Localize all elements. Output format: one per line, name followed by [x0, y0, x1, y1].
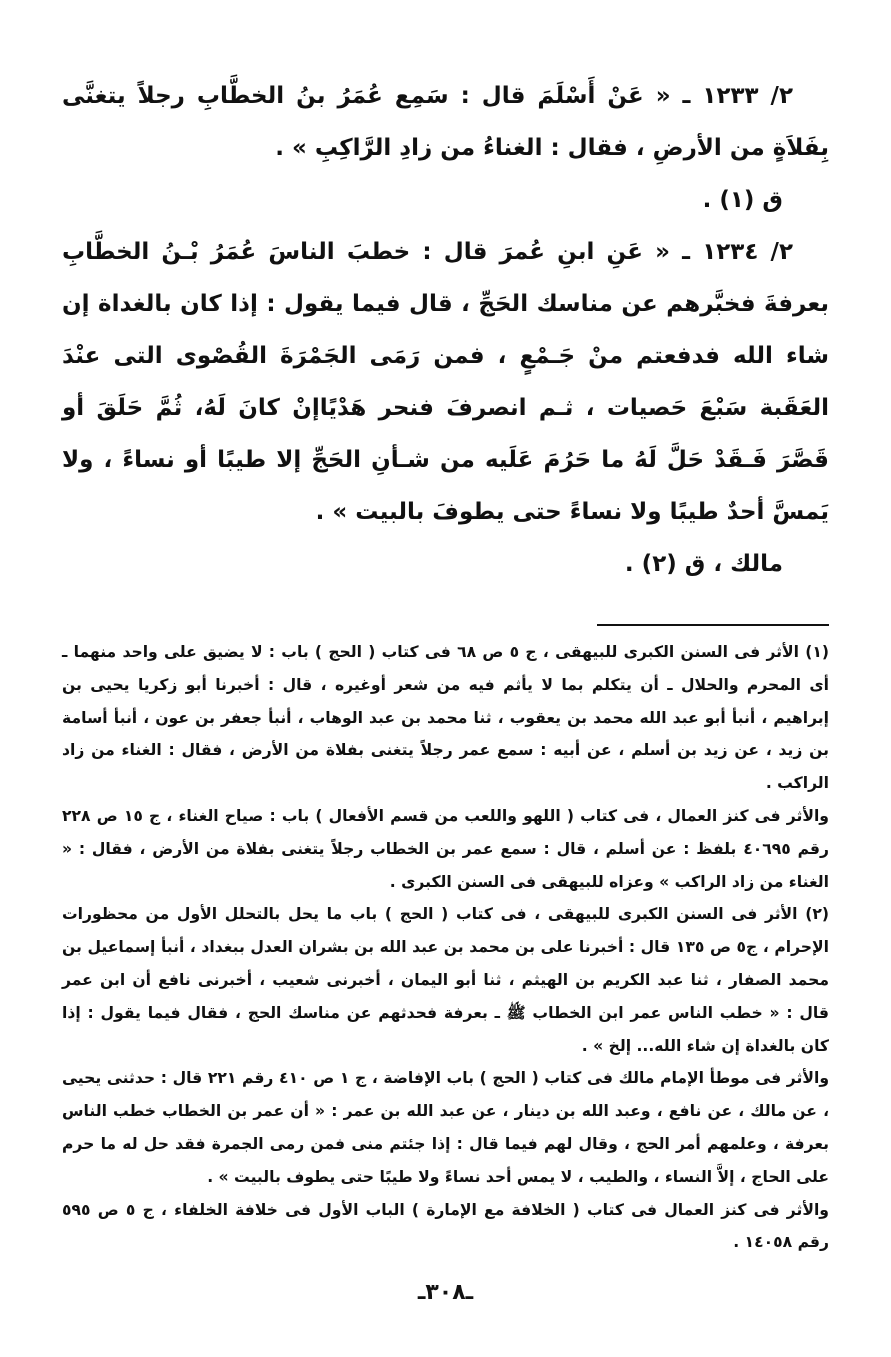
footnote-2-part-2: والأثر فى موطأ الإمام مالك فى كتاب ( الحج ) باب الإفاضة ، ج ١ ص ٤١٠ رقم ٢٢١ قال : حدثنى يحيى ، عن مالك ، عن نافع ، وعبد الله بن دينار ، عن عبد الله بن عمر : « أن عمر بن الخطاب خطب الناس بعرفة ، وعلمهم أمر الحج ، وقال لهم فيما قال : إذا جئتم منى فمن رمى الجمرة فقد حل له ما حرم على الحاج ، إلاَّ النساء ، والطيب ، لا يمس أحد نساءً ولا طيبًا حتى يطوف بالبيت » . [62, 1069, 830, 1186]
footnote-1-part-1: (١) الأثر فى السنن الكبرى للبيهقى ، ج ٥ ص ٦٨ فى كتاب ( الحج ) باب : لا يضيق على واحد منهما ـ أى المحرم والحلال ـ أن يتكلم بما لا يأثم فيه من شعر أوغيره ، قال : أخبرنا أبو زكريا يحيى بن إبراهيم ، أنبأ أبو عبد الله محمد بن يعقوب ، ثنا محمد بن عبد الوهاب ، أنبأ جعفر بن عون ، أنبأ أسامة بن زيد ، عن زيد بن أسلم ، عن أبيه : سمع عمر رجلاً يتغنى بفلاة من الأرض ، فقال : الغناء من زاد الراكب . [62, 643, 830, 793]
hadith-1234: ٢/ ١٢٣٤ ـ « عَنِ ابنِ عُمرَ قال : خطبَ الناسَ عُمَرُ بْـنُ الخطَّابِ بعرفةَ فخبَّرهم عن مناسك الحَجِّ ، قال فيما يقول : إذا كان بالغداة إن شاء الله فدفعتم منْ جَـمْعٍ ، فمن رَمَى الجَمْرَةَ القُصْوى التى عنْدَ العَقَبة سَبْعَ حَصيات ، ثـم انصرفَ فنحر هَدْيًاإنْ كانَ لَهُ، ثُمَّ حَلَقَ أو قَصَّرَ فَـقَدْ حَلَّ لَهُ ما حَرُمَ عَلَيه من شـأنِ الحَجِّ إلا طيبًا أو نساءً ، ولا يَمسَّ أحدٌ طيبًا ولا نساءً حتى يطوفَ بالبيت » . [62, 239, 829, 525]
footnote-2-part-1: (٢) الأثر فى السنن الكبرى للبيهقى ، فى كتاب ( الحج ) باب ما يحل بالتحلل الأول من محظورات الإحرام ، ج٥ ص ١٣٥ قال : أخبرنا على بن محمد بن عبد الله بن بشران العدل ببغداد ، أنبأ إسماعيل بن محمد الصفار ، ثنا عبد الكريم بن الهيثم ، ثنا أبو اليمان ، أخبرنى شعيب ، أخبرنى نافع أن ابن عمر قال : « خطب الناس عمر ابن الخطاب ﷺ ـ بعرفة فحدثهم عن مناسك الحج ، فقال فيما يقول : إذا كان بالغداة إن شاء الله... إلخ » . [62, 905, 829, 1055]
source-1234: مالك ، ق (٢) . [624, 551, 783, 577]
footnotes [62, 636, 829, 1259]
main-text [62, 70, 829, 590]
footnote-2-part-3: والأثر فى كنز العمال فى كتاب ( الخلافة مع الإمارة ) الباب الأول فى خلافة الخلفاء ، ج ٥ ص ٥٩٥ رقم ١٤٠٥٨ . [62, 1200, 829, 1252]
page-number: ـ٣٠٨ـ [417, 1280, 474, 1305]
hadith-1233: ٢/ ١٢٣٣ ـ « عَنْ أَسْلَمَ قال : سَمِع عُمَرُ بنُ الخطَّابِ رجلاً يتغنَّى بِفَلاَةٍ من الأرضِ ، فقال : الغناءُ من زادِ الرَّاكِبِ » . [62, 83, 829, 161]
footnote-1-part-2: والأثر فى كنز العمال ، فى كتاب ( اللهو واللعب من قسم الأفعال ) باب : صياح الغناء ، ج ١٥ ص ٢٢٨ رقم ٤٠٦٩٥ بلفظ : عن أسلم ، قال : سمع عمر بن الخطاب رجلاً يتغنى بفلاة من الأرض ، فقال : « الغناء من زاد الراكب » وعزاه للبيهقى فى السنن الكبرى . [62, 806, 829, 891]
source-1233: ق (١) . [702, 187, 783, 213]
footnote-divider [597, 624, 829, 626]
